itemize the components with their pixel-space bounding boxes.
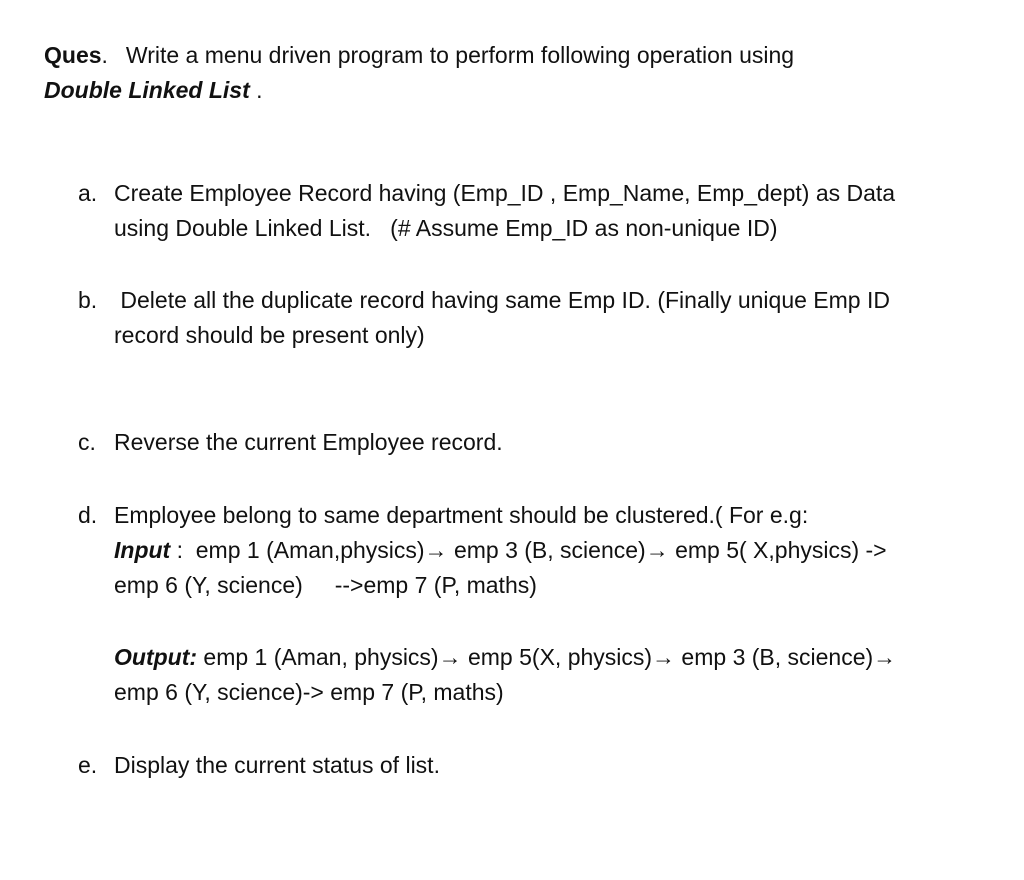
list-marker-a: a. <box>78 180 98 206</box>
item-e-line-1: Display the current status of list. <box>114 752 440 778</box>
example-input-text-1: : emp 1 (Aman,physics)→ emp 3 (B, science)→ emp 5( X,physics) -> <box>170 537 887 563</box>
list-item-c-text <box>114 425 974 460</box>
question-line-2 <box>44 73 984 108</box>
example-input-line-1 <box>114 533 974 568</box>
item-c-line-1: Reverse the current Employee record. <box>114 429 503 455</box>
list-item-e-text <box>114 748 974 783</box>
item-a-line-1: Create Employee Record having (Emp_ID , Emp_Name, Emp_dept) as Data <box>114 180 896 206</box>
example-input-label: Input <box>114 537 171 563</box>
question-emphasis: Double Linked List <box>44 77 250 103</box>
item-a-line-2: using Double Linked List. (# Assume Emp_ID as non-unique ID) <box>114 215 778 241</box>
item-b-line-1: Delete all the duplicate record having same Emp ID. (Finally unique Emp ID <box>114 287 890 313</box>
item-b-line-2: record should be present only) <box>114 322 425 348</box>
list-item-d-text <box>114 498 974 710</box>
item-d-intro: Employee belong to same department should be clustered.( For e.g: <box>114 502 809 528</box>
question-heading <box>44 38 984 108</box>
question-line-1 <box>44 38 984 73</box>
question-label: Ques <box>44 42 102 68</box>
example-input-line-2: emp 6 (Y, science) -->emp 7 (P, maths) <box>114 572 537 598</box>
question-end: . <box>249 77 263 103</box>
list-marker-e: e. <box>78 752 98 778</box>
example-output-line-2: emp 6 (Y, science)-> emp 7 (P, maths) <box>114 679 504 705</box>
list-item-a-text <box>114 176 974 246</box>
list-marker-b: b. <box>78 287 98 313</box>
list-marker-d: d. <box>78 502 98 528</box>
example-output-label: Output: <box>114 644 198 670</box>
example-output-line-1 <box>114 640 974 675</box>
list-marker-c: c. <box>78 429 96 455</box>
example-output-text-1: emp 1 (Aman, physics)→ emp 5(X, physics)→ emp 3 (B, science)→ <box>197 644 897 670</box>
question-text: Write a menu driven program to perform following operation using <box>125 42 795 68</box>
question-label-dot: . <box>101 42 108 68</box>
list-item-b-text <box>114 283 974 353</box>
example-output-block <box>114 640 974 710</box>
